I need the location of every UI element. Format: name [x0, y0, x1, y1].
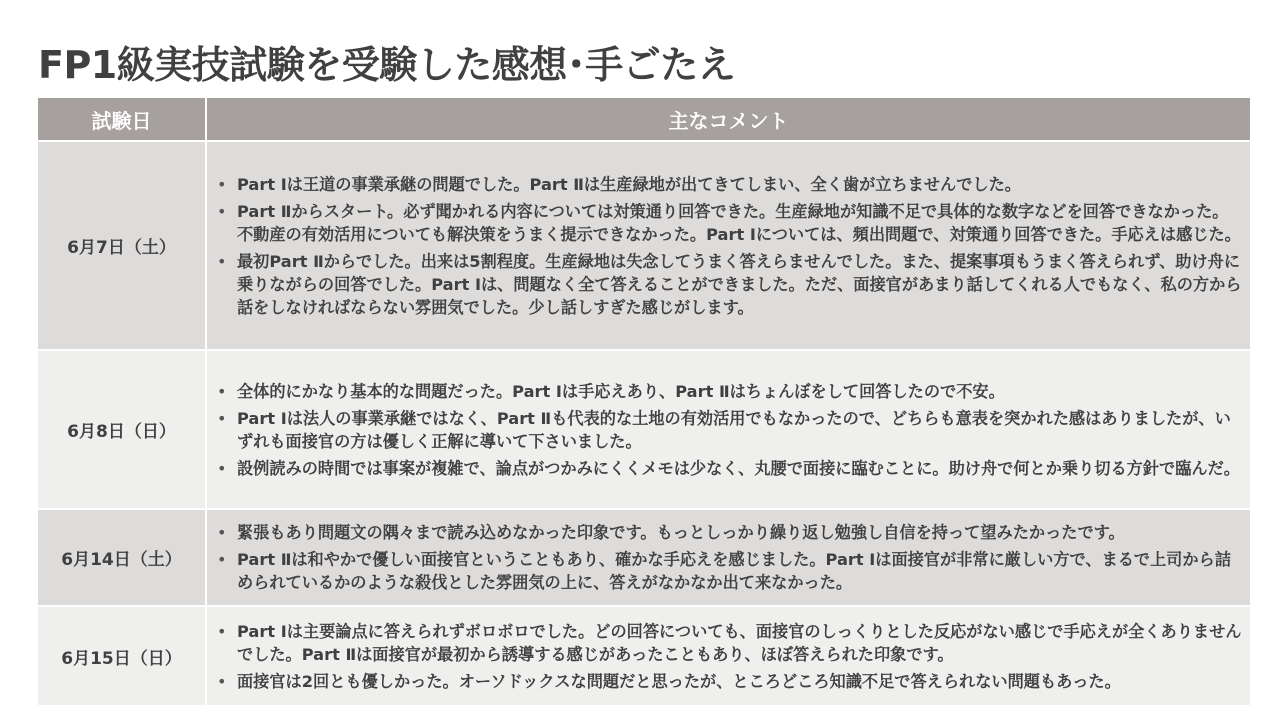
exam-date: 6月14日（土） [38, 509, 206, 606]
comments-cell [206, 509, 1250, 606]
date-column-header: 試験日 [38, 98, 206, 141]
comment-item: • 緊張もあり問題文の隅々まで読み込めなかった印象です。もっとしっかり繰り返し勉強し自信を持って望みたかったです。 [207, 521, 1250, 544]
comment-item: • Part Ⅱは和やかで優しい面接官ということもあり、確かな手応えを感じました。Part Ⅰは面接官が非常に厳しい方で、まるで上司から詰められているかのような殺伐とした雰囲気の上に、答えがなかなか出て来なかった。 [207, 548, 1250, 594]
comment-item: • 面接官は2回とも優しかった。オーソドックスな問題だと思ったが、ところどころ知識不足で答えられない問題もあった。 [207, 670, 1250, 693]
table-header-row [38, 98, 1250, 141]
comments-cell [206, 141, 1250, 350]
table-row [38, 606, 1250, 705]
comments-cell [206, 606, 1250, 705]
exam-date: 6月8日（日） [38, 350, 206, 509]
comments-cell [206, 350, 1250, 509]
table-row [38, 509, 1250, 606]
comment-item: • Part Ⅰは王道の事業承継の問題でした。Part Ⅱは生産緑地が出てきてしまい、全く歯が立ちませんでした。 [207, 173, 1250, 196]
comments-table [38, 98, 1250, 705]
comment-item: • Part Ⅰは主要論点に答えられずボロボロでした。どの回答についても、面接官のしっくりとした反応がない感じで手応えが全くありませんでした。Part Ⅱは面接官が最初から誘導する感じがあったこともあり、ほぼ答えられた印象です。 [207, 620, 1250, 666]
comments-column-header: 主なコメント [206, 98, 1250, 141]
comment-list [207, 173, 1250, 319]
comment-item: • Part Ⅰは法人の事業承継ではなく、Part Ⅱも代表的な土地の有効活用でもなかったので、どちらも意表を突かれた感はありましたが、いずれも面接官の方は優しく正解に導いて下さいました。 [207, 407, 1250, 453]
table-row [38, 141, 1250, 350]
comment-list [207, 620, 1250, 693]
comment-item: • Part Ⅱからスタート。必ず聞かれる内容については対策通り回答できた。生産緑地が知識不足で具体的な数字などを回答できなかった。不動産の有効活用についても解決策をうまく提示できなかった。Part Ⅰについては、頻出問題で、対策通り回答できた。手応えは感じた。 [207, 200, 1250, 246]
exam-date: 6月7日（土） [38, 141, 206, 350]
comment-item: • 全体的にかなり基本的な問題だった。Part Ⅰは手応えあり、Part Ⅱはちょんぼをして回答したので不安。 [207, 380, 1250, 403]
exam-date: 6月15日（日） [38, 606, 206, 705]
table-row [38, 350, 1250, 509]
page-title: FP1級実技試験を受験した感想･手ごたえ [38, 43, 736, 87]
comment-list [207, 380, 1250, 480]
comment-item: • 設例読みの時間では事案が複雑で、論点がつかみにくくメモは少なく、丸腰で面接に臨むことに。助け舟で何とか乗り切る方針で臨んだ。 [207, 457, 1250, 480]
comment-item: • 最初Part Ⅱからでした。出来は5割程度。生産緑地は失念してうまく答えらませんでした。また、提案事項もうまく答えられず、助け舟に乗りながらの回答でした。Part Ⅰは、問題なく全て答えることができました。ただ、面接官があまり話してくれる人でもなく、私の方から話をしなければならない雰囲気でした。少し話しすぎた感じがします。 [207, 250, 1250, 319]
comment-list [207, 521, 1250, 594]
